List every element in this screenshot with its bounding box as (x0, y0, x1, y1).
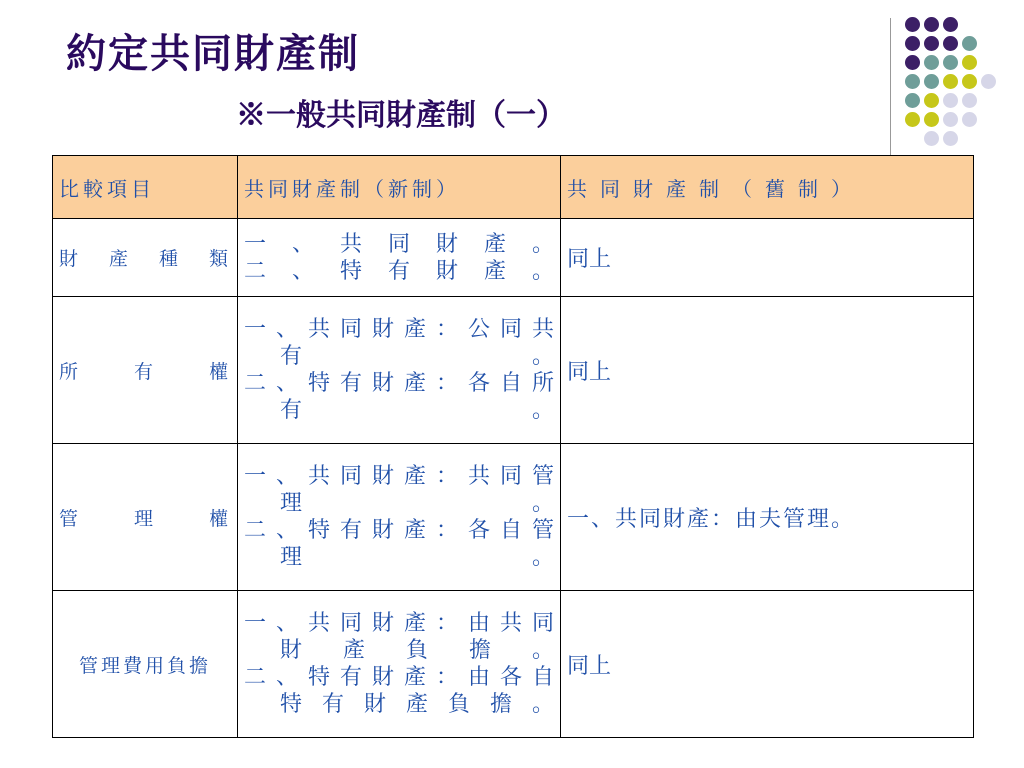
decor-dot (924, 36, 939, 51)
decor-dot (905, 55, 920, 70)
row-old-management: 一、共同財產：由夫管理。 (561, 444, 974, 591)
decor-dot (924, 112, 939, 127)
new-line: 財產負擔。 (280, 638, 554, 663)
table-row (53, 444, 974, 591)
comparison-table (52, 155, 974, 738)
row-item-management: 管理權 (53, 444, 238, 591)
decor-dot (962, 74, 977, 89)
slide-title: 約定共同財產制 (66, 30, 360, 77)
new-line: 一、共同財產：由共同 (244, 611, 554, 636)
decor-dot (962, 36, 977, 51)
row-old-property-types: 同上 (561, 219, 974, 297)
decor-dot (943, 17, 958, 32)
decor-dot (905, 36, 920, 51)
new-line: 二、特有財產：各自管 (244, 518, 554, 543)
table-header-row (53, 156, 974, 219)
decor-dot (924, 55, 939, 70)
decor-dot (905, 93, 920, 108)
row-old-management-costs: 同上 (561, 591, 974, 738)
new-line: 二、特有財產：各自所 (244, 371, 554, 396)
new-line: 一、共同財產：共同管 (244, 464, 554, 489)
row-new-management-costs (238, 591, 561, 738)
decor-dot (905, 17, 920, 32)
decor-dot (943, 55, 958, 70)
table-row (53, 591, 974, 738)
new-line: 有。 (280, 344, 554, 369)
decor-dot (924, 17, 939, 32)
decor-dot (924, 131, 939, 146)
new-line: 二、特有財產。 (244, 258, 554, 284)
table-row (53, 219, 974, 297)
header-comparison-item: 比較項目 (53, 156, 238, 219)
row-item-management-costs: 管理費用負擔 (53, 591, 238, 738)
row-new-property-types (238, 219, 561, 297)
row-old-ownership: 同上 (561, 297, 974, 444)
row-new-management (238, 444, 561, 591)
table-row (53, 297, 974, 444)
decor-dot (981, 74, 996, 89)
decor-dot (962, 55, 977, 70)
header-new-system: 共同財產制（新制） (238, 156, 561, 219)
new-line: 特有財產負擔。 (280, 692, 554, 717)
decor-dot (943, 93, 958, 108)
new-line: 一、共同財產：公同共 (244, 317, 554, 342)
decor-dot (924, 74, 939, 89)
decor-dot (943, 74, 958, 89)
header-old-system: 共同財產制（舊制） (561, 156, 974, 219)
decor-dot (924, 93, 939, 108)
decorative-divider (890, 18, 891, 160)
new-line: 理。 (280, 545, 554, 570)
slide-subtitle: ※一般共同財產制（一） (236, 98, 566, 133)
decor-dot (962, 93, 977, 108)
new-line: 理。 (280, 491, 554, 516)
decor-dot (905, 74, 920, 89)
new-line: 二、特有財產：由各自 (244, 665, 554, 690)
new-line: 一、共同財產。 (244, 231, 554, 257)
decor-dot (943, 112, 958, 127)
row-item-property-types: 財產種類 (53, 219, 238, 297)
new-line: 有。 (280, 398, 554, 423)
decor-dot (905, 112, 920, 127)
row-item-ownership: 所有權 (53, 297, 238, 444)
decor-dot (962, 112, 977, 127)
decor-dot (943, 36, 958, 51)
row-new-ownership (238, 297, 561, 444)
decor-dot (943, 131, 958, 146)
